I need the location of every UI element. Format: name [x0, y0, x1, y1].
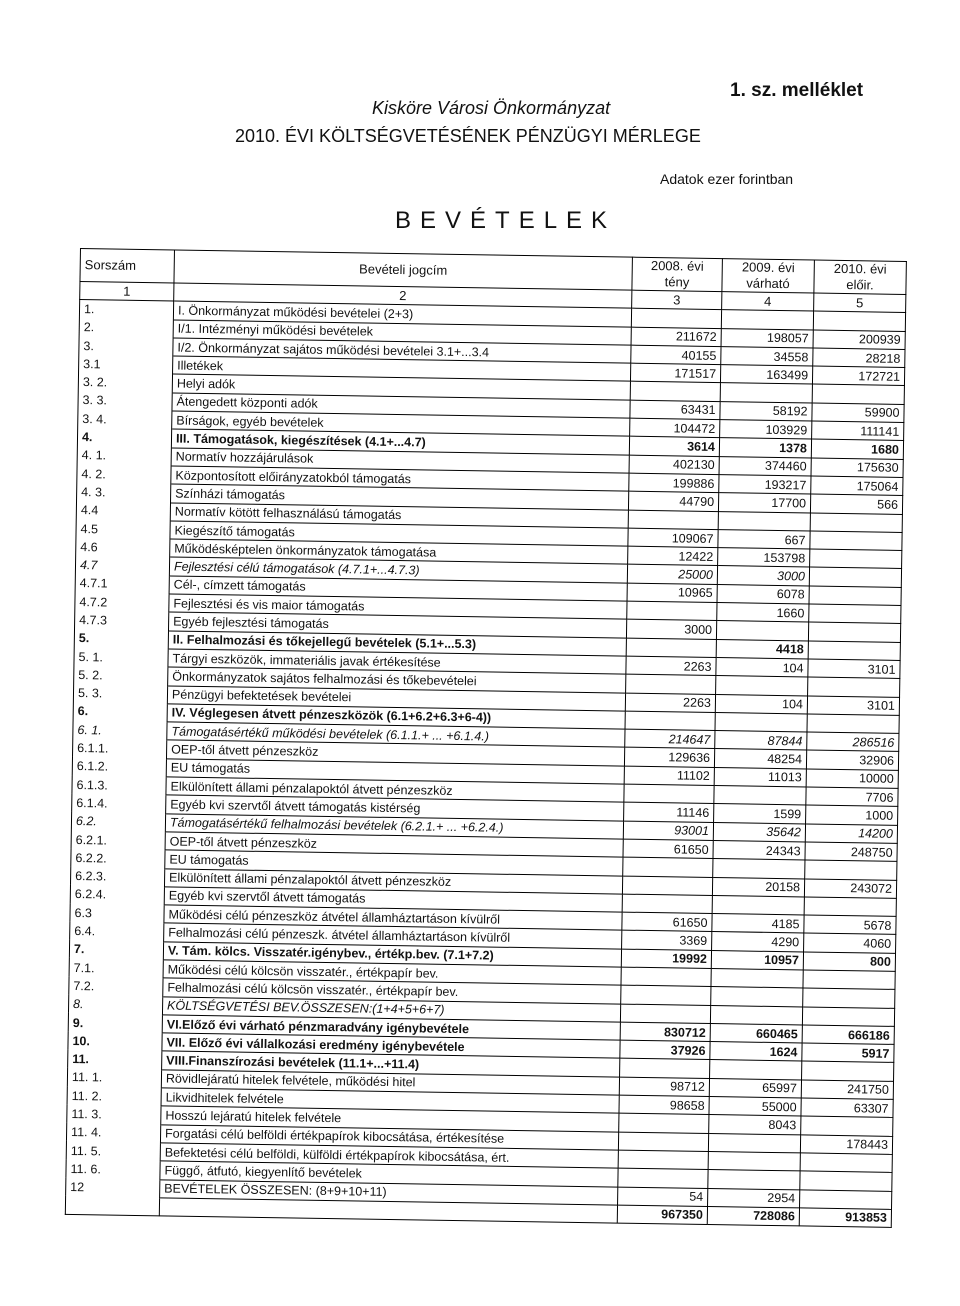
value-2009 — [708, 1151, 800, 1171]
value-2009: 48254 — [714, 749, 806, 769]
value-2010: 3101 — [808, 659, 900, 679]
value-2008: 44790 — [628, 491, 718, 511]
value-2010 — [810, 513, 902, 533]
row-label: EU támogatás — [165, 850, 623, 875]
row-label: Egyéb kvi szervtől átvett támogatás — [164, 887, 622, 912]
value-2009: 55000 — [709, 1097, 801, 1117]
header-2009: 2009. évi várható — [722, 259, 815, 293]
value-2009: 35642 — [713, 822, 805, 842]
row-serial: 4.5 — [76, 519, 170, 539]
value-2010 — [813, 311, 905, 331]
value-2010: 63307 — [801, 1098, 893, 1118]
table-body — [65, 300, 905, 1228]
row-label: I/2. Önkormányzat sajátos működési bevételei 3.1+...3.4 — [173, 338, 631, 363]
value-2009: 198057 — [721, 328, 813, 348]
row-label: I. Önkormányzat működési bevételei (2+3) — [173, 301, 631, 326]
value-2008: 12422 — [628, 546, 718, 566]
value-2008: 25000 — [627, 565, 717, 585]
value-2008: 10965 — [627, 583, 717, 603]
row-serial: 3. 3. — [78, 391, 172, 411]
value-2008: 19992 — [621, 949, 711, 969]
value-2009: 153798 — [718, 548, 810, 568]
row-serial: 4. 2. — [77, 464, 171, 484]
value-2010: 111141 — [812, 421, 904, 441]
value-2008 — [625, 711, 715, 731]
value-2010: 4060 — [804, 933, 896, 953]
row-label: Színházi támogatás — [171, 484, 629, 509]
value-2010: 7706 — [806, 787, 898, 807]
colnum-1: 1 — [80, 282, 174, 302]
row-serial: 6.4. — [70, 922, 164, 942]
row-label: EU támogatás — [166, 759, 624, 784]
row-serial: 6.2.1. — [71, 830, 165, 850]
value-2008: 199886 — [629, 473, 719, 493]
value-2010: 666186 — [802, 1025, 894, 1045]
row-serial: 11. 2. — [67, 1086, 161, 1106]
value-2008: 61650 — [622, 912, 712, 932]
row-label: Bírságok, egyéb bevételek — [172, 411, 630, 436]
value-2008: 830712 — [620, 1022, 710, 1042]
value-2009: 58192 — [720, 401, 812, 421]
row-serial: 6.2.4. — [70, 885, 164, 905]
row-label: Önkormányzatok sajátos felhalmozási és tőkebevételei — [168, 667, 626, 692]
row-label: Normatív kötött felhasználású támogatás — [170, 503, 628, 528]
header-label: Bevételi jogcím — [174, 250, 632, 290]
value-2009: 660465 — [710, 1023, 802, 1043]
row-serial: 5. 1. — [74, 647, 168, 667]
units-note: Adatok ezer forintban — [660, 171, 794, 187]
row-label: Helyi adók — [172, 374, 630, 399]
value-2008 — [621, 985, 711, 1005]
value-2010 — [803, 988, 895, 1008]
value-2008: 98712 — [619, 1077, 709, 1097]
value-2010: 175064 — [811, 476, 903, 496]
row-serial: 4.6 — [76, 538, 170, 558]
value-2009 — [711, 968, 803, 988]
value-2008 — [620, 1059, 710, 1079]
value-2010: 566 — [810, 494, 902, 514]
value-2008: 211672 — [631, 327, 721, 347]
value-2010: 172721 — [812, 366, 904, 386]
value-2009: 1378 — [719, 438, 811, 458]
row-serial: 6. 1. — [73, 721, 167, 741]
row-label: Tárgyi eszközök, immateriális javak értékesítése — [168, 649, 626, 674]
value-2010: 32906 — [806, 750, 898, 770]
value-2008 — [628, 510, 718, 530]
value-2008: 129636 — [624, 748, 714, 768]
row-label: Illetékek — [173, 356, 631, 381]
value-2008: 11146 — [624, 802, 714, 822]
value-2010: 286516 — [807, 732, 899, 752]
row-serial: 11. 3. — [67, 1105, 161, 1125]
row-serial: 4. 1. — [77, 446, 171, 466]
value-2009: 374460 — [719, 456, 811, 476]
value-2008 — [620, 1004, 710, 1024]
row-serial — [65, 1196, 159, 1216]
row-label: Központosított előirányzatokból támogatás — [171, 466, 629, 491]
value-2010 — [800, 1171, 892, 1191]
value-2009 — [708, 1170, 800, 1190]
value-2009 — [716, 621, 808, 641]
value-2010 — [801, 1116, 893, 1136]
value-2008 — [622, 876, 712, 896]
row-label: Pénzügyi befektetések bevételei — [167, 685, 625, 710]
section-title: BEVÉTELEK — [395, 207, 617, 234]
budget-sheet — [65, 248, 906, 1228]
value-2010: 800 — [803, 952, 895, 972]
row-label: Átengedett központi adók — [172, 393, 630, 418]
row-serial: 6. — [73, 702, 167, 722]
row-label: Felhalmozási célú kölcsön visszatér., értékpapír bev. — [163, 978, 621, 1003]
row-serial: 4.7.2 — [75, 593, 169, 613]
row-serial: 10. — [68, 1032, 162, 1052]
value-2010 — [810, 531, 902, 551]
value-2009 — [715, 712, 807, 732]
value-2010 — [808, 641, 900, 661]
value-2008 — [631, 308, 721, 328]
value-2008 — [618, 1168, 708, 1188]
row-serial: 6.1.4. — [72, 794, 166, 814]
row-serial: 6.2.2. — [71, 849, 165, 869]
row-label: Támogatásértékű felhalmozási bevételek (6.2.1.+ ... +6.2.4.) — [165, 814, 623, 839]
value-2008 — [627, 601, 717, 621]
value-2009 — [721, 310, 813, 330]
value-2010: 243072 — [804, 878, 896, 898]
value-2008 — [623, 857, 713, 877]
value-2010: 5917 — [802, 1043, 894, 1063]
value-2010: 200939 — [813, 330, 905, 350]
row-serial: 5. 2. — [74, 666, 168, 686]
row-serial: 11. 4. — [66, 1123, 160, 1143]
value-2008 — [626, 638, 716, 658]
value-2010 — [807, 714, 899, 734]
value-2008: 40155 — [631, 345, 721, 365]
value-2008: 63431 — [630, 400, 720, 420]
value-2008: 61650 — [623, 839, 713, 859]
value-2010 — [802, 1007, 894, 1027]
row-label: Fejlesztési célú támogatások (4.7.1+...4.7.3) — [169, 557, 627, 582]
value-2008 — [626, 674, 716, 694]
value-2009 — [714, 786, 806, 806]
value-2009: 104 — [716, 657, 808, 677]
value-2009 — [720, 383, 812, 403]
row-label: Likvidhitelek felvétele — [161, 1088, 619, 1113]
value-2009: 24343 — [713, 840, 805, 860]
value-2010: 3101 — [807, 696, 899, 716]
value-2010: 10000 — [806, 769, 898, 789]
row-serial: 3. — [79, 336, 173, 356]
row-serial: 6.1.1. — [73, 739, 167, 759]
row-serial: 3. 4. — [78, 410, 172, 430]
row-label: Támogatásértékű működési bevételek (6.1.1.+ ... +6.1.4.) — [167, 722, 625, 747]
value-2010: 59900 — [812, 403, 904, 423]
value-2010 — [808, 622, 900, 642]
row-label: VI.Előző évi várható pénzmaradvány igénybevétele — [162, 1015, 620, 1040]
value-2008 — [621, 967, 711, 987]
value-2008: 109067 — [628, 528, 718, 548]
row-label: Cél-, címzett támogatás — [169, 576, 627, 601]
value-2010 — [809, 604, 901, 624]
value-2009: 1599 — [714, 804, 806, 824]
value-2009 — [711, 987, 803, 1007]
document-title: 2010. ÉVI KÖLTSÉGVETÉSÉNEK PÉNZÜGYI MÉRLEGE — [235, 126, 701, 146]
value-2009: 2954 — [708, 1188, 800, 1208]
row-label: Egyéb fejlesztési támogatás — [169, 612, 627, 637]
value-2008: 3614 — [629, 437, 719, 457]
row-serial: 4. — [77, 428, 171, 448]
row-serial: 3.1 — [79, 355, 173, 375]
value-2010 — [812, 385, 904, 405]
value-2009: 10957 — [711, 950, 803, 970]
value-2010: 248750 — [805, 842, 897, 862]
row-label: KÖLTSÉGVETÉSI BEV.ÖSSZESEN:(1+4+5+6+7) — [162, 996, 620, 1021]
value-2008: 104472 — [630, 418, 720, 438]
value-2009: 8043 — [709, 1115, 801, 1135]
row-serial: 6.2.3. — [70, 867, 164, 887]
colnum-3: 3 — [632, 290, 722, 310]
value-2010 — [804, 897, 896, 917]
row-serial: 8. — [68, 995, 162, 1015]
row-label: Normatív hozzájárulások — [171, 448, 629, 473]
value-2009: 728086 — [707, 1206, 799, 1226]
value-2008: 98658 — [619, 1095, 709, 1115]
row-serial: 4.4 — [76, 501, 170, 521]
value-2010: 1680 — [811, 439, 903, 459]
value-2009 — [716, 676, 808, 696]
value-2009: 65997 — [709, 1078, 801, 1098]
row-serial: 1. — [79, 300, 173, 320]
value-2010 — [802, 1061, 894, 1081]
value-2010: 241750 — [801, 1080, 893, 1100]
value-2009: 20158 — [712, 877, 804, 897]
value-2010 — [810, 549, 902, 569]
row-serial: 6.1.3. — [72, 775, 166, 795]
value-2010 — [800, 1189, 892, 1209]
row-serial: 6.1.2. — [72, 757, 166, 777]
value-2010 — [800, 1153, 892, 1173]
row-label: Függő, átfutó, kiegyenlítő bevételek — [160, 1161, 618, 1186]
row-serial: 4.7.3 — [75, 611, 169, 631]
value-2008: 171517 — [630, 363, 720, 383]
value-2009: 1624 — [710, 1042, 802, 1062]
value-2009 — [718, 511, 810, 531]
row-serial: 9. — [68, 1013, 162, 1033]
header-2010: 2010. évi előir. — [814, 260, 907, 294]
row-serial: 11. 5. — [66, 1141, 160, 1161]
row-serial: 3. 2. — [78, 373, 172, 393]
value-2008: 37926 — [620, 1040, 710, 1060]
value-2010 — [808, 677, 900, 697]
value-2010: 913853 — [799, 1208, 891, 1228]
value-2010: 14200 — [805, 824, 897, 844]
row-serial: 11. 1. — [67, 1068, 161, 1088]
row-label: IV. Véglegesen átvett pénzeszközök (6.1+6.2+6.3+6-4)) — [167, 704, 625, 729]
row-serial: 6.2. — [71, 812, 165, 832]
colnum-5: 5 — [814, 293, 906, 313]
row-label: II. Felhalmozási és tőkejellegű bevételek (5.1+...5.3) — [168, 631, 626, 656]
value-2009: 34558 — [721, 346, 813, 366]
row-label: Befektetési célú belföldi, külföldi értékpapírok kibocsátása, ért. — [160, 1143, 618, 1168]
value-2008: 3369 — [622, 930, 712, 950]
value-2008: 402130 — [629, 455, 719, 475]
value-2009 — [710, 1005, 802, 1025]
row-serial: 5. — [74, 629, 168, 649]
row-label: Működésképtelen önkormányzatok támogatása — [170, 539, 628, 564]
header-serial: Sorszám — [80, 249, 175, 283]
value-2009 — [712, 895, 804, 915]
value-2010 — [805, 860, 897, 880]
value-2008 — [630, 382, 720, 402]
row-label: Felhalmozási célú pénzeszk. átvétel államháztartáson kívülről — [164, 923, 622, 948]
value-2008 — [618, 1150, 708, 1170]
row-label: V. Tám. kölcs. Visszatér.igénybev., értékp.bev. (7.1+7.2) — [163, 942, 621, 967]
value-2009: 193217 — [719, 475, 811, 495]
row-serial: 4.7.1 — [75, 574, 169, 594]
annex-label: 1. sz. melléklet — [730, 80, 864, 101]
colnum-2: 2 — [174, 283, 632, 308]
value-2009: 3000 — [717, 566, 809, 586]
row-serial: 7. — [69, 940, 163, 960]
row-serial: 6.3 — [70, 904, 164, 924]
row-label: Hosszú lejáratú hitelek felvétele — [161, 1106, 619, 1131]
header-2008: 2008. évi tény — [632, 257, 723, 291]
row-label: III. Támogatások, kiegészítések (4.1+...4.7) — [171, 429, 629, 454]
row-label: OEP-től átvett pénzeszköz — [165, 832, 623, 857]
value-2010 — [809, 567, 901, 587]
row-label: OEP-től átvett pénzeszköz — [166, 740, 624, 765]
row-serial: 2. — [79, 318, 173, 338]
value-2009: 104 — [715, 694, 807, 714]
value-2010 — [803, 970, 895, 990]
value-2008: 2263 — [626, 656, 716, 676]
value-2008: 2263 — [625, 693, 715, 713]
row-label: VIII.Finanszírozási bevételek (11.1+...+11.4) — [162, 1051, 620, 1076]
value-2010: 1000 — [806, 805, 898, 825]
value-2010: 178443 — [800, 1135, 892, 1155]
row-serial: 11. — [68, 1050, 162, 1070]
value-2008 — [618, 1132, 708, 1152]
value-2009: 4185 — [712, 914, 804, 934]
value-2010 — [809, 586, 901, 606]
row-label: Működési célú pénzeszköz átvétel államháztartáson kívülről — [164, 905, 622, 930]
value-2008: 11102 — [624, 766, 714, 786]
value-2010: 28218 — [813, 348, 905, 368]
value-2009: 4290 — [712, 932, 804, 952]
row-serial: 12 — [66, 1178, 160, 1198]
value-2009: 1660 — [717, 603, 809, 623]
value-2009: 6078 — [717, 584, 809, 604]
value-2008 — [624, 784, 714, 804]
row-label: Elkülönített állami pénzalapoktól átvett pénzeszköz — [166, 777, 624, 802]
value-2009: 11013 — [714, 767, 806, 787]
value-2009: 163499 — [720, 365, 812, 385]
row-label: Forgatási célú belföldi értékpapírok kibocsátása, értékesítése — [160, 1125, 618, 1150]
row-label: Fejlesztési és vis maior támogatás — [169, 594, 627, 619]
row-serial: 7.1. — [69, 958, 163, 978]
row-label: I/1. Intézményi működési bevételek — [173, 320, 631, 345]
municipality-name: Kisköre Városi Önkormányzat — [372, 98, 611, 118]
value-2010: 5678 — [804, 915, 896, 935]
value-2008 — [619, 1113, 709, 1133]
row-serial: 5. 3. — [73, 684, 167, 704]
value-2009: 667 — [718, 529, 810, 549]
value-2010: 175630 — [811, 458, 903, 478]
row-label: BEVÉTELEK ÖSSZESEN: (8+9+10+11) — [160, 1179, 618, 1204]
row-label: Rövidlejáratú hitelek felvétele, működési hitel — [161, 1070, 619, 1095]
value-2008: 93001 — [623, 821, 713, 841]
value-2009: 87844 — [715, 731, 807, 751]
row-serial: 11. 6. — [66, 1160, 160, 1180]
value-2008: 3000 — [626, 619, 716, 639]
row-label: VII. Előző évi vállalkozási eredmény igénybevétele — [162, 1033, 620, 1058]
colnum-4: 4 — [722, 292, 814, 312]
value-2009: 103929 — [720, 420, 812, 440]
value-2009: 4418 — [716, 639, 808, 659]
row-serial: 4. 3. — [77, 483, 171, 503]
value-2009 — [708, 1133, 800, 1153]
row-serial: 7.2. — [69, 977, 163, 997]
value-2008 — [622, 894, 712, 914]
revenue-table — [65, 248, 907, 1228]
row-label: Egyéb kvi szervtől átvett támogatás kistérség — [166, 795, 624, 820]
value-2009 — [713, 859, 805, 879]
row-serial: 4.7 — [75, 556, 169, 576]
value-2008: 54 — [618, 1187, 708, 1207]
value-2008: 967350 — [617, 1205, 707, 1225]
value-2008: 214647 — [625, 729, 715, 749]
row-label: Működési célú kölcsön visszatér., értékpapír bev. — [163, 960, 621, 985]
row-label: Elkülönített állami pénzalapoktól átvett pénzeszköz — [164, 868, 622, 893]
row-label: Kiegészítő támogatás — [170, 521, 628, 546]
value-2009 — [710, 1060, 802, 1080]
value-2009: 17700 — [718, 493, 810, 513]
